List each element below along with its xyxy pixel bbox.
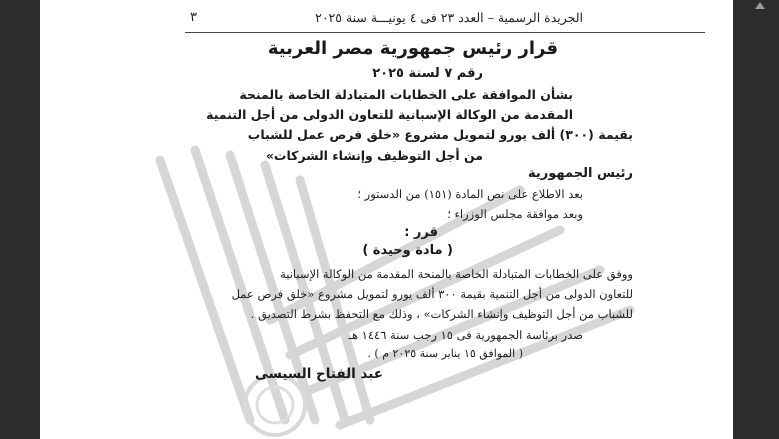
page-number: ٣ bbox=[190, 10, 197, 25]
preamble-line-1: بعد الاطلاع على نص المادة (١٥١) من الدستور ؛ bbox=[357, 187, 583, 201]
issuer-title: رئيس الجمهورية bbox=[528, 166, 633, 181]
decided-heading: قرر : bbox=[404, 225, 438, 240]
subject-line-4: من أجل التوظيف وإنشاء الشركات» bbox=[265, 148, 483, 163]
decree-number: رقم ٧ لسنة ٢٠٢٥ bbox=[372, 66, 483, 81]
subject-line-2: المقدمة من الوكالة الإسبانية للتعاون الدولى من أجل التنمية bbox=[206, 107, 573, 122]
journal-issue-info: الجريدة الرسمية – العدد ٢٣ فى ٤ يونيـــة سنة ٢٠٢٥ bbox=[315, 10, 583, 25]
preamble-line-2: وبعد موافقة مجلس الوزراء ؛ bbox=[447, 207, 583, 221]
header-divider bbox=[185, 32, 705, 33]
document-page bbox=[40, 0, 733, 439]
subject-line-1: بشأن الموافقة على الخطابات المتبادلة الخاصة بالمنحة bbox=[239, 87, 573, 102]
issue-date-hijri: صدر برئاسة الجمهورية فى ١٥ رجب سنة ١٤٤٦ هـ bbox=[348, 328, 583, 342]
vertical-scrollbar[interactable] bbox=[733, 0, 779, 439]
issue-date-gregorian: ( الموافق ١٥ يناير سنة ٢٠٢٥ م ) . bbox=[367, 347, 523, 360]
scroll-up-icon[interactable] bbox=[755, 2, 765, 9]
body-line-1: ووفق على الخطابات المتبادلة الخاصة بالمنحة المقدمة من الوكالة الإسبانية bbox=[280, 267, 633, 281]
decree-title: قرار رئيس جمهورية مصر العربية bbox=[267, 38, 558, 59]
subject-line-3: بقيمة (٣٠٠) ألف يورو لتمويل مشروع «خلق فرص عمل للشباب bbox=[247, 127, 633, 142]
article-heading: ( مادة وحيدة ) bbox=[362, 243, 453, 258]
page-header bbox=[40, 10, 733, 32]
body-line-2: للتعاون الدولى من أجل التنمية بقيمة ٣٠٠ ألف يورو لتمويل مشروع «خلق فرص عمل bbox=[231, 287, 633, 301]
president-signature: عبد الفتاح السيسى bbox=[255, 366, 383, 382]
left-margin bbox=[0, 0, 40, 439]
body-line-3: للشباب من أجل التوظيف وإنشاء الشركات» ، وذلك مع التحفظ بشرط التصديق . bbox=[250, 307, 633, 321]
